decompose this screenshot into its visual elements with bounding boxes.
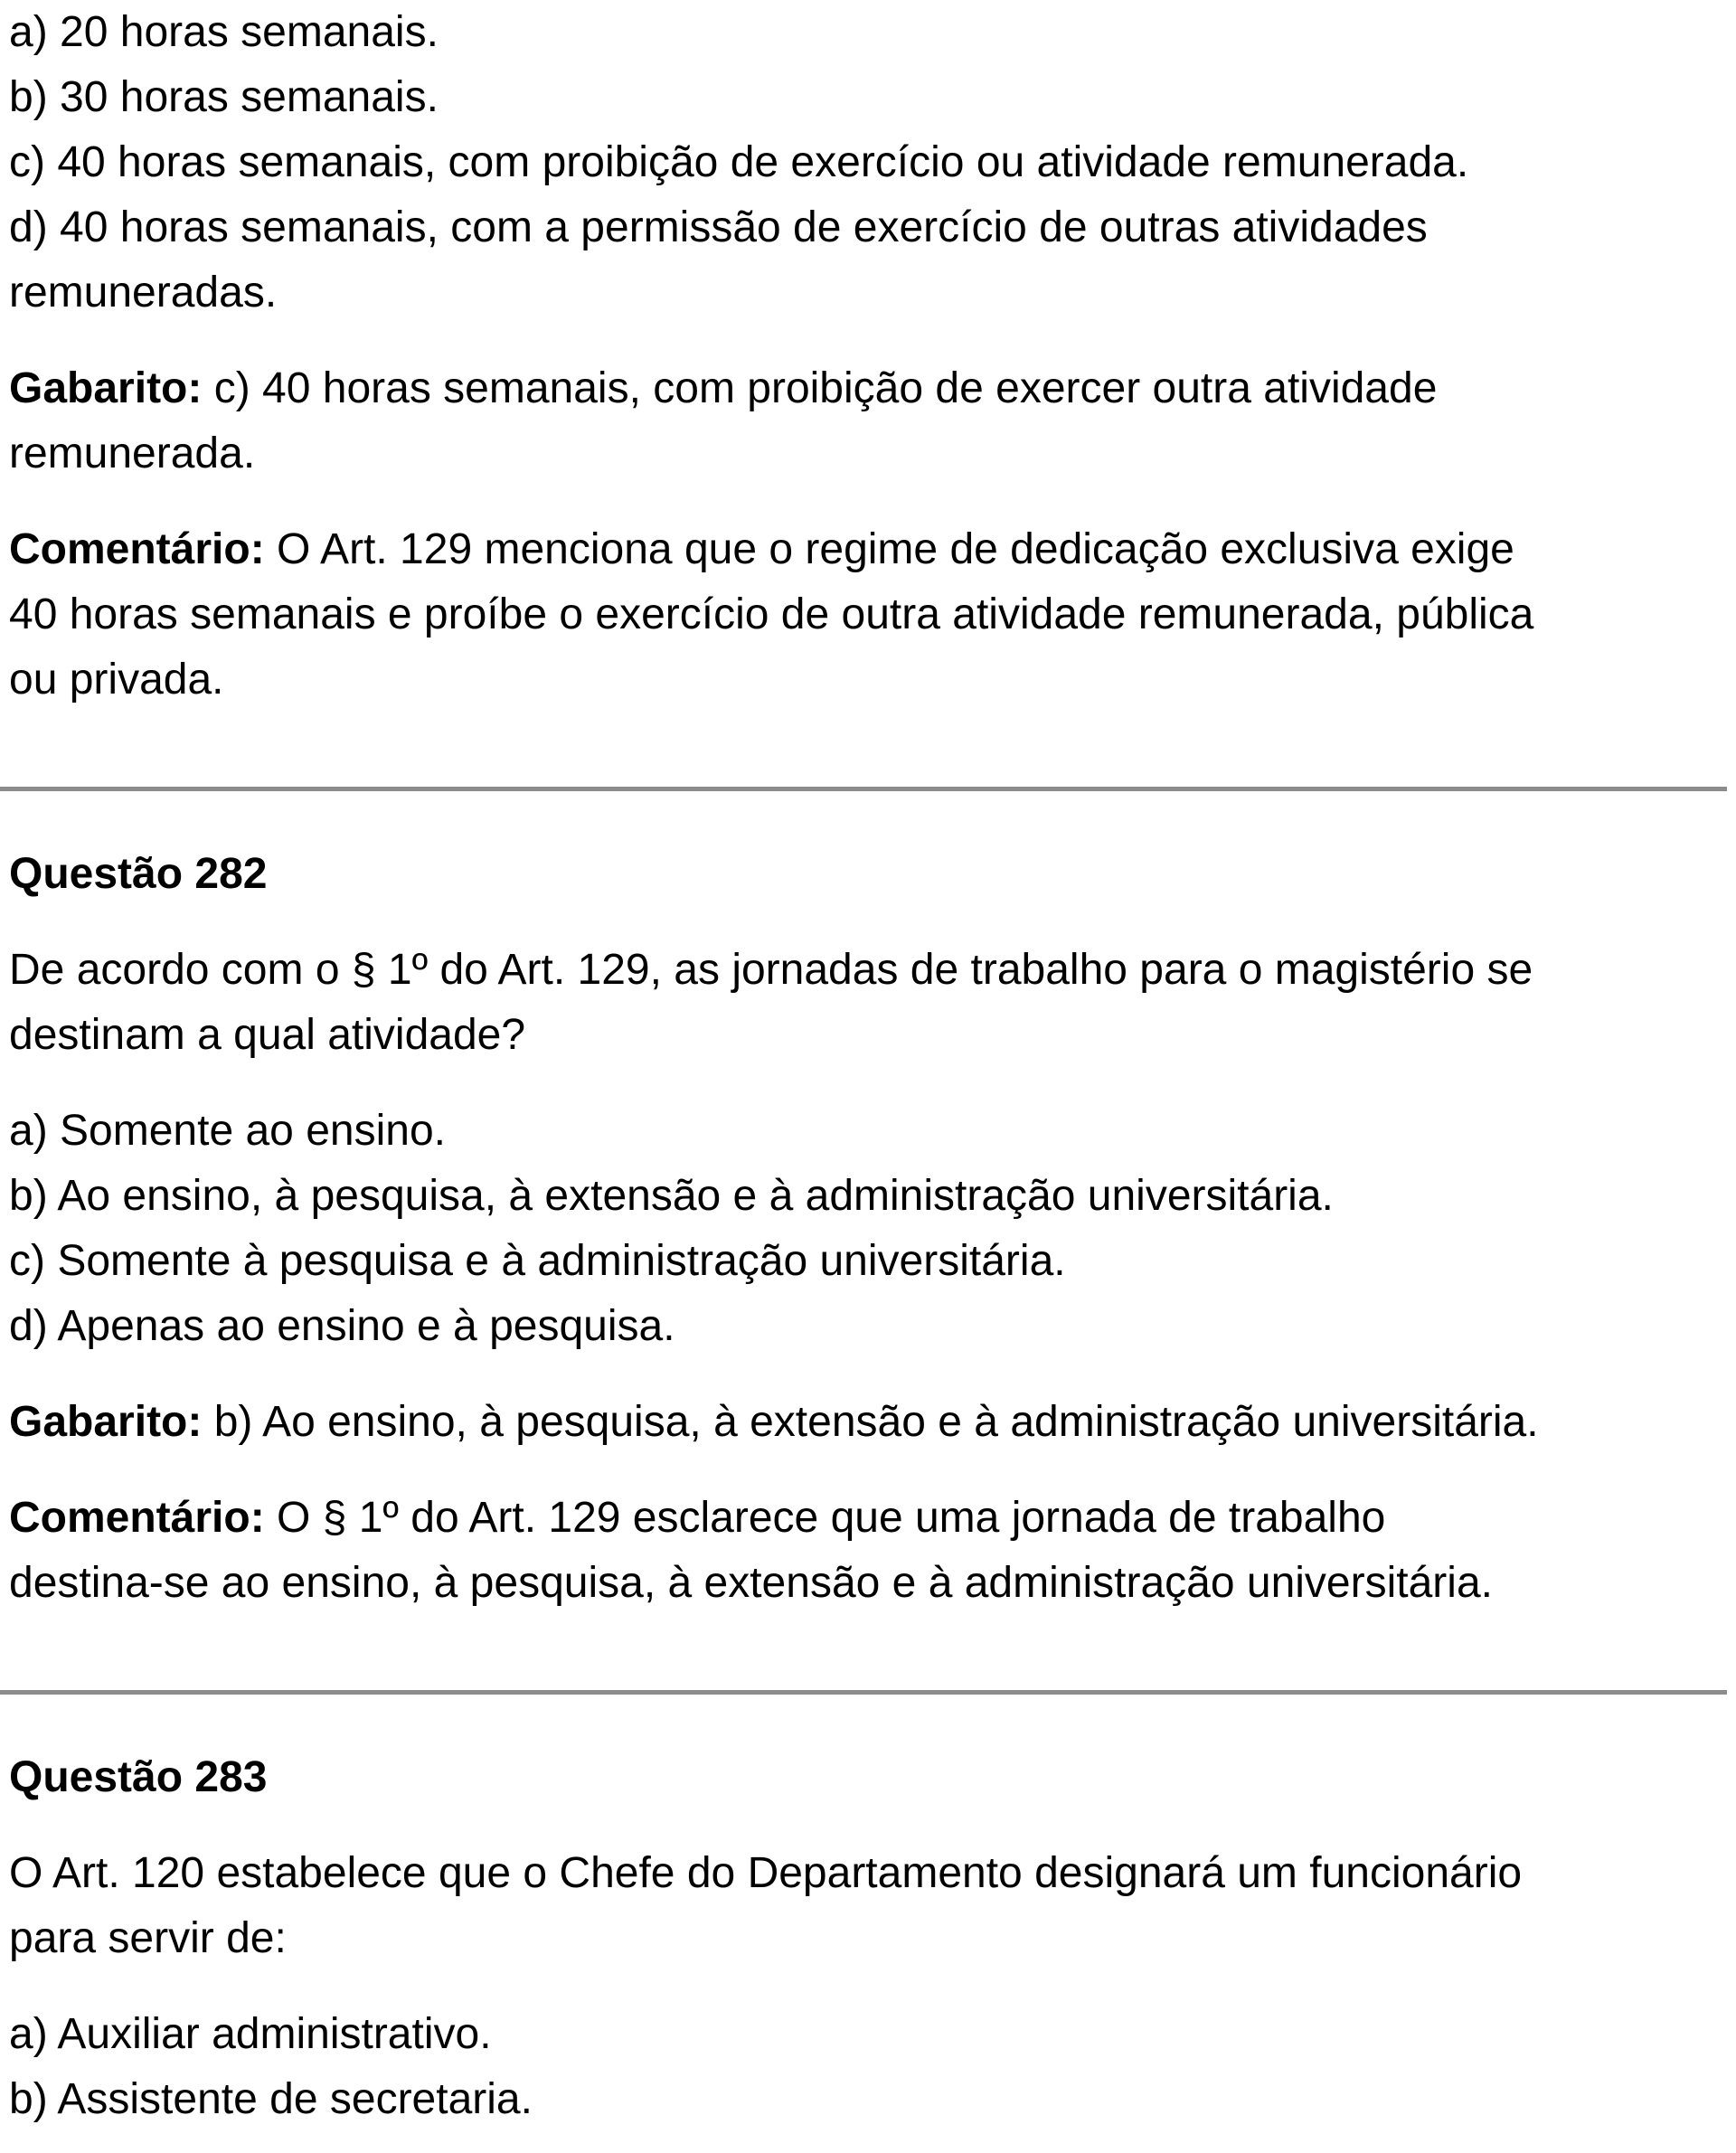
comment bbox=[9, 1486, 1731, 1551]
option-b: b) 30 horas semanais. bbox=[9, 73, 439, 121]
answer bbox=[9, 1390, 1731, 1455]
option-b: b) Assistente de secretaria. bbox=[9, 2075, 533, 2123]
comment-label: Comentário: bbox=[9, 1494, 265, 1542]
question-stem-continued: destinam a qual atividade? bbox=[9, 1011, 526, 1059]
comment-label: Comentário: bbox=[9, 525, 265, 573]
answer-label: Gabarito: bbox=[9, 364, 203, 412]
option-a: a) Auxiliar administrativo. bbox=[9, 2010, 492, 2058]
question-stem: De acordo com o § 1º do Art. 129, as jornadas de trabalho para o magistério se bbox=[9, 946, 1533, 994]
document-page bbox=[9, 0, 1731, 2132]
answer-text-continued: remunerada. bbox=[9, 430, 256, 477]
comment-text-continued: destina-se ao ensino, à pesquisa, à extensão e à administração universitária. bbox=[9, 1559, 1493, 1607]
option-c: c) Somente à pesquisa e à administração universitária. bbox=[9, 1237, 1066, 1285]
question-title: Questão 283 bbox=[9, 1753, 268, 1801]
comment-text-line-2: 40 horas semanais e proíbe o exercício de outra atividade remunerada, pública bbox=[9, 590, 1534, 638]
question-title: Questão 282 bbox=[9, 850, 268, 898]
option-a: a) Somente ao ensino. bbox=[9, 1107, 446, 1155]
option-d: d) 40 horas semanais, com a permissão de exercício de outras atividades bbox=[9, 203, 1428, 251]
answer-text: c) 40 horas semanais, com proibição de exercer outra atividade bbox=[202, 364, 1438, 412]
prev-answer bbox=[9, 356, 1731, 486]
question-283 bbox=[9, 1745, 1731, 2132]
question-stem-continued: para servir de: bbox=[9, 1914, 287, 1962]
option-c: c) 40 horas semanais, com proibição de exercício ou atividade remunerada. bbox=[9, 138, 1469, 186]
prev-comment bbox=[9, 517, 1731, 713]
comment-text: O § 1º do Art. 129 esclarece que uma jornada de trabalho bbox=[264, 1494, 1386, 1542]
comment-text-line-3: ou privada. bbox=[9, 656, 224, 704]
answer-text: b) Ao ensino, à pesquisa, à extensão e à administração universitária. bbox=[202, 1398, 1539, 1446]
question-stem: O Art. 120 estabelece que o Chefe do Departamento designará um funcionário bbox=[9, 1849, 1523, 1897]
option-a: a) 20 horas semanais. bbox=[9, 8, 439, 56]
option-b: b) Ao ensino, à pesquisa, à extensão e à administração universitária. bbox=[9, 1172, 1334, 1220]
option-d: d) Apenas ao ensino e à pesquisa. bbox=[9, 1302, 675, 1350]
prev-question-options bbox=[9, 0, 1731, 326]
comment-text: O Art. 129 menciona que o regime de dedicação exclusiva exige bbox=[264, 525, 1514, 573]
answer-label: Gabarito: bbox=[9, 1398, 203, 1446]
question-282 bbox=[9, 842, 1731, 1616]
option-d-continued: remuneradas. bbox=[9, 269, 278, 316]
